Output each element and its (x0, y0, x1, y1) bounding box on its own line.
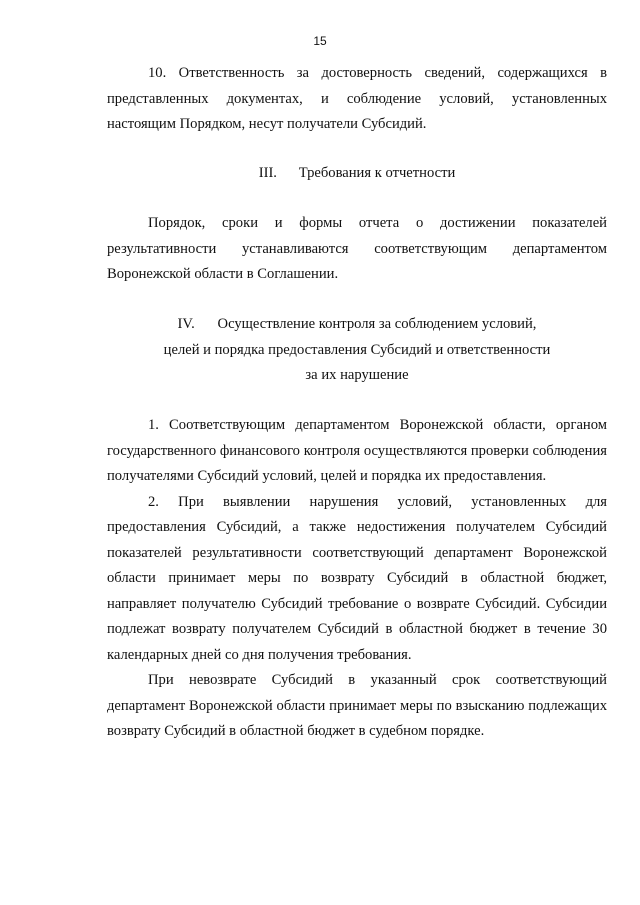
paragraph-10-block (107, 61, 607, 138)
section-3-number: III. (258, 165, 277, 181)
section-3-body (107, 211, 607, 288)
page-number: 15 (313, 34, 327, 48)
section-4-heading-line-1 (107, 312, 607, 338)
section-4-body (107, 413, 607, 745)
section-3-title: Требования к отчетности (298, 165, 456, 181)
section-4-title-line-1: Осуществление контроля за соблюдением условий, (217, 316, 537, 332)
section-4-paragraph-3: При невозврате Субсидий в указанный срок соответствующий департамент Воронежской области принимает меры по взысканию подлежащих возврату Субсидий в областной бюджет в судебном порядке. (107, 672, 607, 739)
section-4-heading (107, 312, 607, 389)
section-4-title-line-3: за их нарушение (305, 367, 409, 383)
section-4-paragraph-1: 1. Соответствующим департаментом Воронежской области, органом государственного финансового контроля осуществляются проверки соблюдения получателями Субсидий условий, целей и порядка их предоставления. (107, 417, 607, 484)
section-4-title-line-2: целей и порядка предоставления Субсидий и ответственности (163, 341, 551, 358)
paragraph-10: 10. Ответственность за достоверность сведений, содержащихся в представленных документах, и соблюдение условий, установленных настоящим Порядком, несут получатели Субсидий. (107, 65, 607, 132)
section-3-heading (107, 161, 607, 187)
section-4-paragraph-2: 2. При выявлении нарушения условий, установленных для предоставления Субсидий, а также недостижения получателем Субсидий показателей результативности соответствующий департамент Воронежской области принимает меры по возврату Субсидий в областной бюджет, направляет получателю Субсидий требование о возврате Субсидий. Субсидии подлежат возврату получателем Субсидий в областной бюджет в течение 30 календарных дней со дня получения требования. (107, 493, 607, 663)
section-4-number: IV. (177, 316, 195, 332)
section-3-paragraph-1: Порядок, сроки и формы отчета о достижении показателей результативности устанавливаются соответствующим департаментом Воронежской области в Соглашении. (107, 215, 607, 282)
